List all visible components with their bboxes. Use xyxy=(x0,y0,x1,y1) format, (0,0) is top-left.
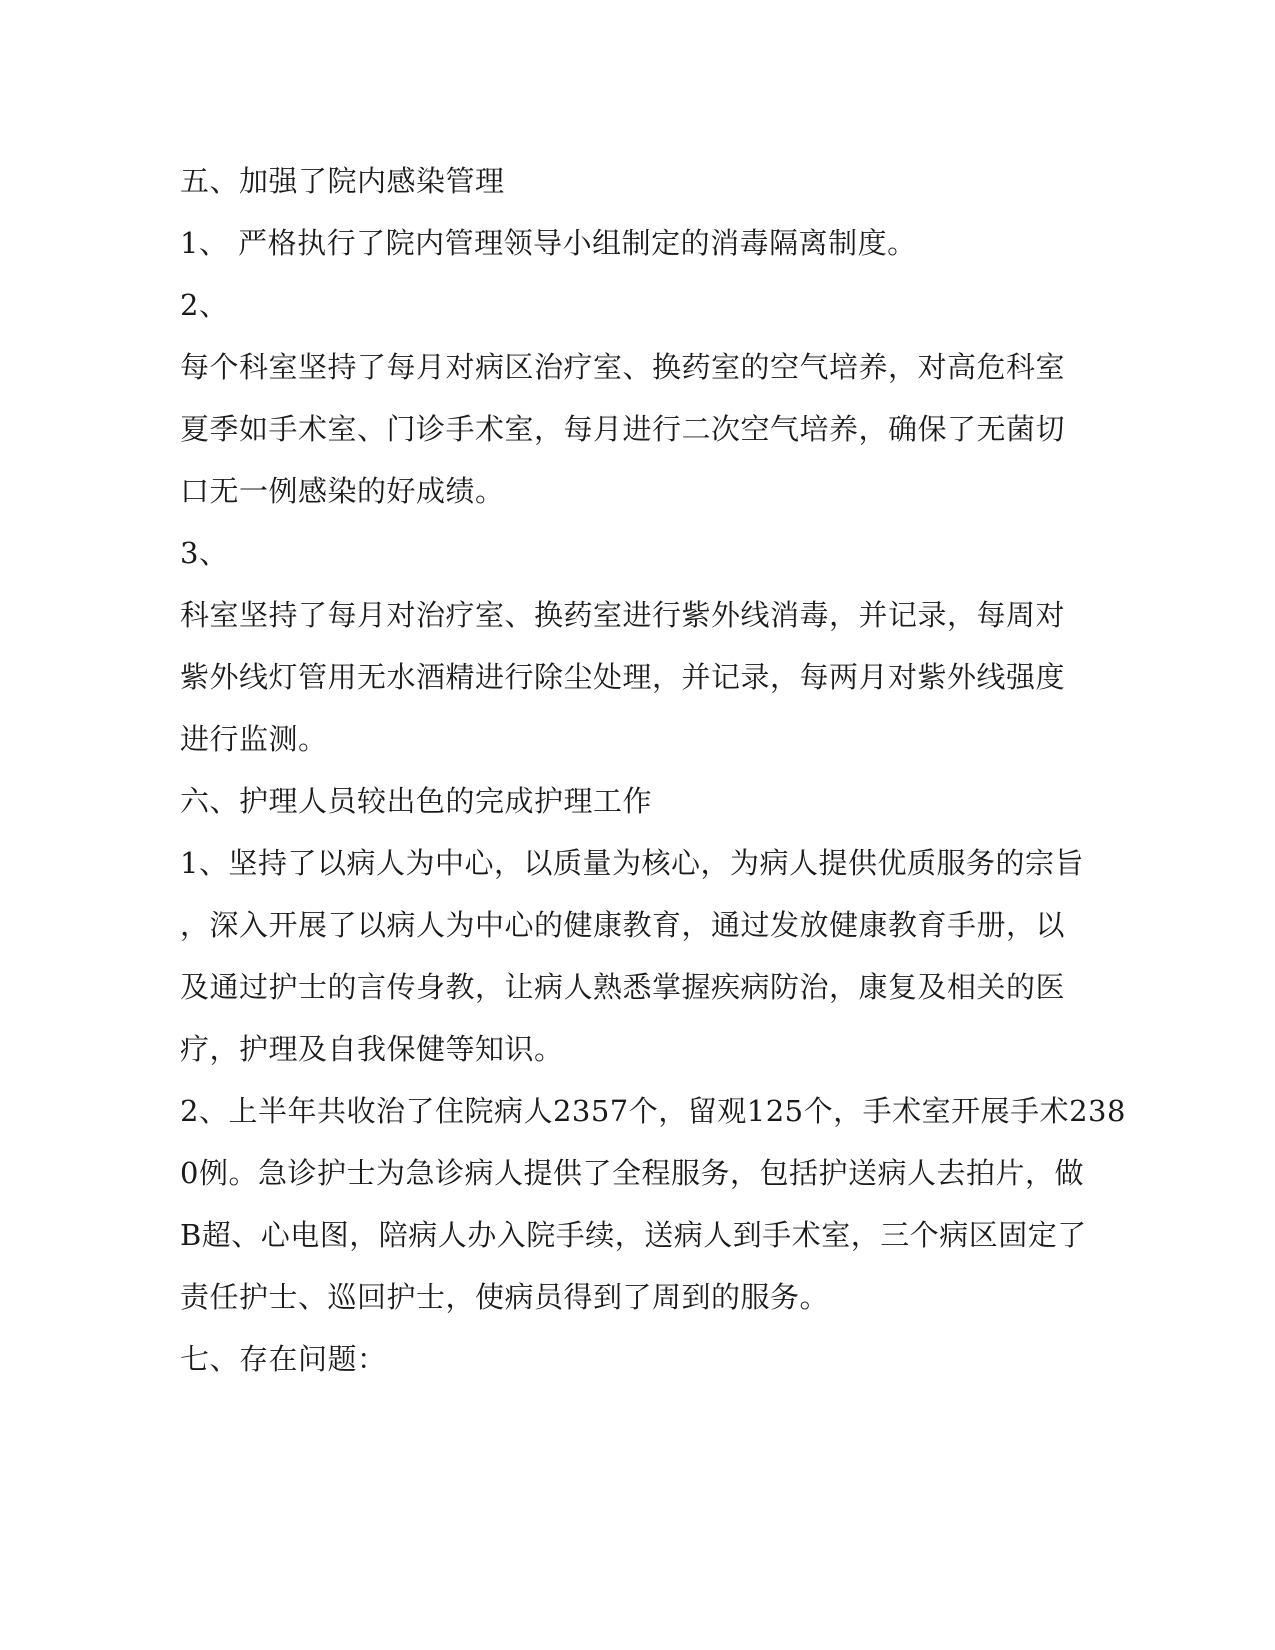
section-heading-7: 七、存在问题： xyxy=(180,1342,387,1376)
document-body xyxy=(180,150,1126,1390)
paragraph-line: 进行监测。 xyxy=(180,722,328,756)
paragraph-line: 及通过护士的言传身教，让病人熟悉掌握疾病防治，康复及相关的医 xyxy=(180,970,1066,1004)
paragraph-line: 1、坚持了以病人为中心，以质量为核心，为病人提供优质服务的宗旨 xyxy=(180,846,1084,880)
paragraph-line: 夏季如手术室、门诊手术室，每月进行二次空气培养，确保了无菌切 xyxy=(180,412,1066,446)
paragraph-line: 紫外线灯管用无水酒精进行除尘处理，并记录，每两月对紫外线强度 xyxy=(180,660,1066,694)
paragraph-line: 口无一例感染的好成绩。 xyxy=(180,474,505,508)
section-heading-6: 六、护理人员较出色的完成护理工作 xyxy=(180,784,653,818)
paragraph-line: 科室坚持了每月对治疗室、换药室进行紫外线消毒，并记录，每周对 xyxy=(180,598,1066,632)
paragraph-line: 疗，护理及自我保健等知识。 xyxy=(180,1032,564,1066)
paragraph-line: 2、上半年共收治了住院病人2357个，留观125个，手术室开展手术238 xyxy=(180,1094,1126,1128)
section-heading-5: 五、加强了院内感染管理 xyxy=(180,164,505,198)
paragraph-line: B超、心电图，陪病人办入院手续，送病人到手术室，三个病区固定了 xyxy=(180,1218,1087,1252)
paragraph-line: ，深入开展了以病人为中心的健康教育，通过发放健康教育手册，以 xyxy=(180,908,1066,942)
paragraph-line: 责任护士、巡回护士，使病员得到了周到的服务。 xyxy=(180,1280,830,1314)
paragraph-line: 每个科室坚持了每月对病区治疗室、换药室的空气培养，对高危科室 xyxy=(180,350,1066,384)
paragraph-line: 0例。急诊护士为急诊病人提供了全程服务，包括护送病人去拍片，做 xyxy=(180,1156,1084,1190)
paragraph-line: 1、 严格执行了院内管理领导小组制定的消毒隔离制度。 xyxy=(180,226,917,260)
paragraph-line: 2、 xyxy=(180,288,229,322)
paragraph-line: 3、 xyxy=(180,536,229,570)
